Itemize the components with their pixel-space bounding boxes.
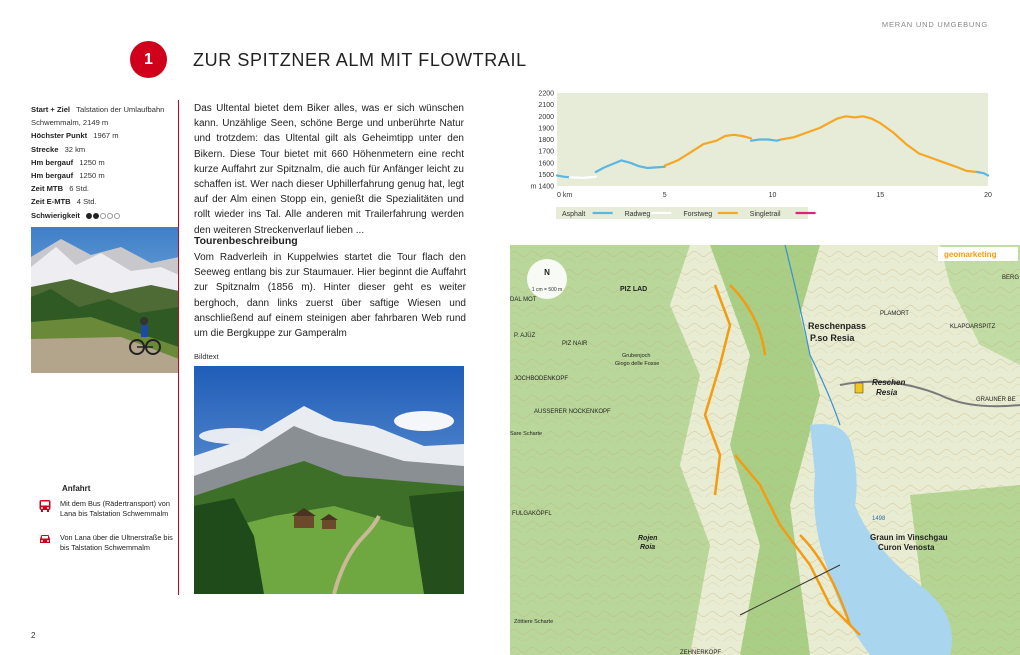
map-label: Graun im Vinschgau bbox=[870, 533, 948, 542]
fact-key: Höchster Punkt bbox=[31, 131, 88, 141]
fact-value: 4 Std. bbox=[76, 197, 97, 207]
fact-key: Zeit E-MTB bbox=[31, 197, 71, 207]
x-tick-label: 10 bbox=[768, 192, 777, 199]
series-line-radweg bbox=[570, 177, 596, 178]
map-label: Giogo delle Fosse bbox=[615, 361, 660, 367]
fact-time-emtb bbox=[31, 195, 181, 208]
tour-facts bbox=[31, 103, 181, 222]
north-arrow bbox=[527, 259, 567, 299]
y-tick-label: 1900 bbox=[538, 125, 554, 133]
fact-elevation-up bbox=[31, 156, 181, 169]
map-label: DAL MOT bbox=[510, 297, 537, 303]
description-heading: Tourenbeschreibung bbox=[194, 235, 298, 247]
y-tick-label: 2200 bbox=[538, 90, 554, 98]
elevation-profile-chart bbox=[520, 85, 1000, 235]
map-label: GRAUNER BE bbox=[976, 397, 1016, 403]
map-label: PIZ LAD bbox=[620, 286, 648, 293]
y-tick-label: 2100 bbox=[538, 102, 554, 110]
x-tick-label: 0 km bbox=[557, 192, 573, 199]
fact-value: 1250 m bbox=[79, 171, 105, 181]
map-label: JOCHBODENKOPF bbox=[514, 376, 569, 382]
difficulty-dot-empty bbox=[100, 213, 106, 219]
y-tick-label: 1700 bbox=[538, 148, 554, 156]
map-label: 1498 bbox=[872, 516, 886, 522]
y-tick-label: 1800 bbox=[538, 137, 554, 144]
section-header: MERAN UND UMGEBUNG bbox=[881, 20, 988, 29]
fact-key: Strecke bbox=[31, 144, 59, 154]
map-label: Reschen bbox=[872, 378, 906, 387]
car-icon bbox=[38, 533, 60, 553]
map-label: P. AJÜZ bbox=[514, 333, 536, 339]
fact-difficulty bbox=[31, 209, 181, 222]
page-number: 2 bbox=[31, 631, 36, 640]
fact-value: 32 km bbox=[64, 144, 86, 154]
map-brand: geomarketing bbox=[944, 250, 997, 259]
map-label: AUSSERER NOCKENKOPF bbox=[534, 409, 611, 415]
column-rule bbox=[178, 100, 179, 595]
map-label: PLAMORT bbox=[880, 311, 909, 317]
description-paragraph: Vom Radverleih in Kuppelwies startet die Tour flach den Seeweg entlang bis zur Staumauer. Hier beginnt die Auffahrt zur Spitznalm (1856 m). Hinter dieser geht es weiter berghoch, dann links zuerst über saftige Wiesen und anschließend auf einem steinigen aber fahrbaren Web rund um die Bergkuppe zur Gamperalm bbox=[194, 252, 466, 340]
legend-label: Radweg bbox=[624, 211, 651, 218]
map-scale: 1 cm = 500 m bbox=[531, 287, 563, 293]
car-directions-text: Von Lana über die Ultnerstraße bis bis Talstation Schwemmalm bbox=[60, 533, 173, 552]
x-tick-label: 5 bbox=[662, 192, 667, 199]
fact-time-mtb bbox=[31, 182, 181, 195]
fact-key: Schwierigkeit bbox=[31, 210, 80, 220]
y-tick-label: 1500 bbox=[538, 171, 554, 179]
map-label: Zöttiere Scharte bbox=[514, 619, 554, 625]
fact-key: Start + Ziel bbox=[31, 105, 71, 114]
fact-value: Talstation der Umlaufbahn Schwemmalm, 2149 m bbox=[31, 105, 165, 128]
topographic-map bbox=[510, 245, 1020, 655]
difficulty-dot-empty bbox=[107, 213, 113, 219]
fact-elevation-down bbox=[31, 169, 181, 182]
map-label: KLAPOARSPITZ bbox=[950, 324, 996, 330]
x-tick-label: 20 bbox=[984, 192, 992, 199]
map-label: Rojen bbox=[638, 535, 658, 542]
y-tick-label: m 1400 bbox=[530, 183, 554, 191]
bus-directions bbox=[38, 499, 178, 519]
fact-key: Hm bergauf bbox=[31, 171, 74, 181]
bus-icon bbox=[38, 499, 60, 519]
map-label: PIZ NAIR bbox=[562, 341, 588, 347]
map-label: P.so Resia bbox=[810, 333, 855, 343]
fact-value: 1250 m bbox=[79, 157, 105, 167]
y-tick-label: 2000 bbox=[538, 113, 554, 121]
biker-photo bbox=[31, 227, 179, 373]
fact-key: Zeit MTB bbox=[31, 184, 64, 194]
intro-paragraph: Das Ultental bietet dem Biker alles, was er sich wünschen kann. Unzählige Seen, schöne Berge und unberührte Natur und trotzdem: das Ultental gilt als Geheimtipp unter den Bikern. Diese Tour bietet mit 660 Höhenmetern eine recht kurze Auffahrt zur Spitznalm, die auch für Anfänger leicht zu schaffen ist. Wer nach dieser Uphillerfahrung genug hat, legt auf der Alm einen Stopp ein, genießt die Spezialitäten und rollt wieder ins Tal. Alle anderen mit Trailerfahrung werden den weiteren Streckenverlauf lieben ... bbox=[194, 103, 464, 236]
tour-number-badge: 1 bbox=[130, 41, 167, 78]
legend-label: Forstweg bbox=[683, 211, 713, 218]
x-tick-label: 15 bbox=[876, 192, 885, 199]
map-label: Reschenpass bbox=[808, 321, 867, 331]
fact-highest bbox=[31, 129, 181, 142]
map-label: Curon Venosta bbox=[878, 543, 935, 552]
bus-directions-text: Mit dem Bus (Rädertransport) von Lana bis Talstation Schwemmalm bbox=[60, 499, 170, 518]
difficulty-dot-filled bbox=[86, 213, 92, 219]
difficulty-dot-filled bbox=[93, 213, 99, 219]
fact-value: 1967 m bbox=[93, 131, 119, 141]
fact-start bbox=[31, 103, 181, 129]
difficulty-rating bbox=[86, 213, 120, 219]
fact-distance bbox=[31, 143, 181, 156]
y-tick-label: 1600 bbox=[538, 160, 554, 168]
fact-value: 6 Std. bbox=[69, 184, 90, 194]
fact-key: Hm bergauf bbox=[31, 157, 74, 167]
series-line-asphalt bbox=[751, 140, 781, 141]
tour-title: ZUR SPITZNER ALM MIT FLOWTRAIL bbox=[193, 50, 527, 70]
legend-label: Singletrail bbox=[749, 211, 781, 218]
map-label: Sare Scharte bbox=[510, 431, 543, 437]
alm-photo bbox=[194, 366, 464, 594]
car-directions bbox=[38, 533, 178, 553]
map-label: Resia bbox=[876, 388, 898, 397]
map-label: ZEHNERKOPF bbox=[680, 650, 722, 655]
photo-caption: Bildtext bbox=[194, 352, 219, 361]
anfahrt-heading: Anfahrt bbox=[62, 484, 91, 493]
north-label: N bbox=[544, 268, 550, 277]
map-label: BERG bbox=[1002, 275, 1020, 281]
legend-label: Asphalt bbox=[562, 211, 586, 218]
map-label: Roia bbox=[640, 544, 656, 551]
map-label: Grubenjoch bbox=[622, 353, 651, 359]
map-label: FULGAKÖPFL bbox=[512, 511, 552, 517]
difficulty-dot-empty bbox=[114, 213, 120, 219]
